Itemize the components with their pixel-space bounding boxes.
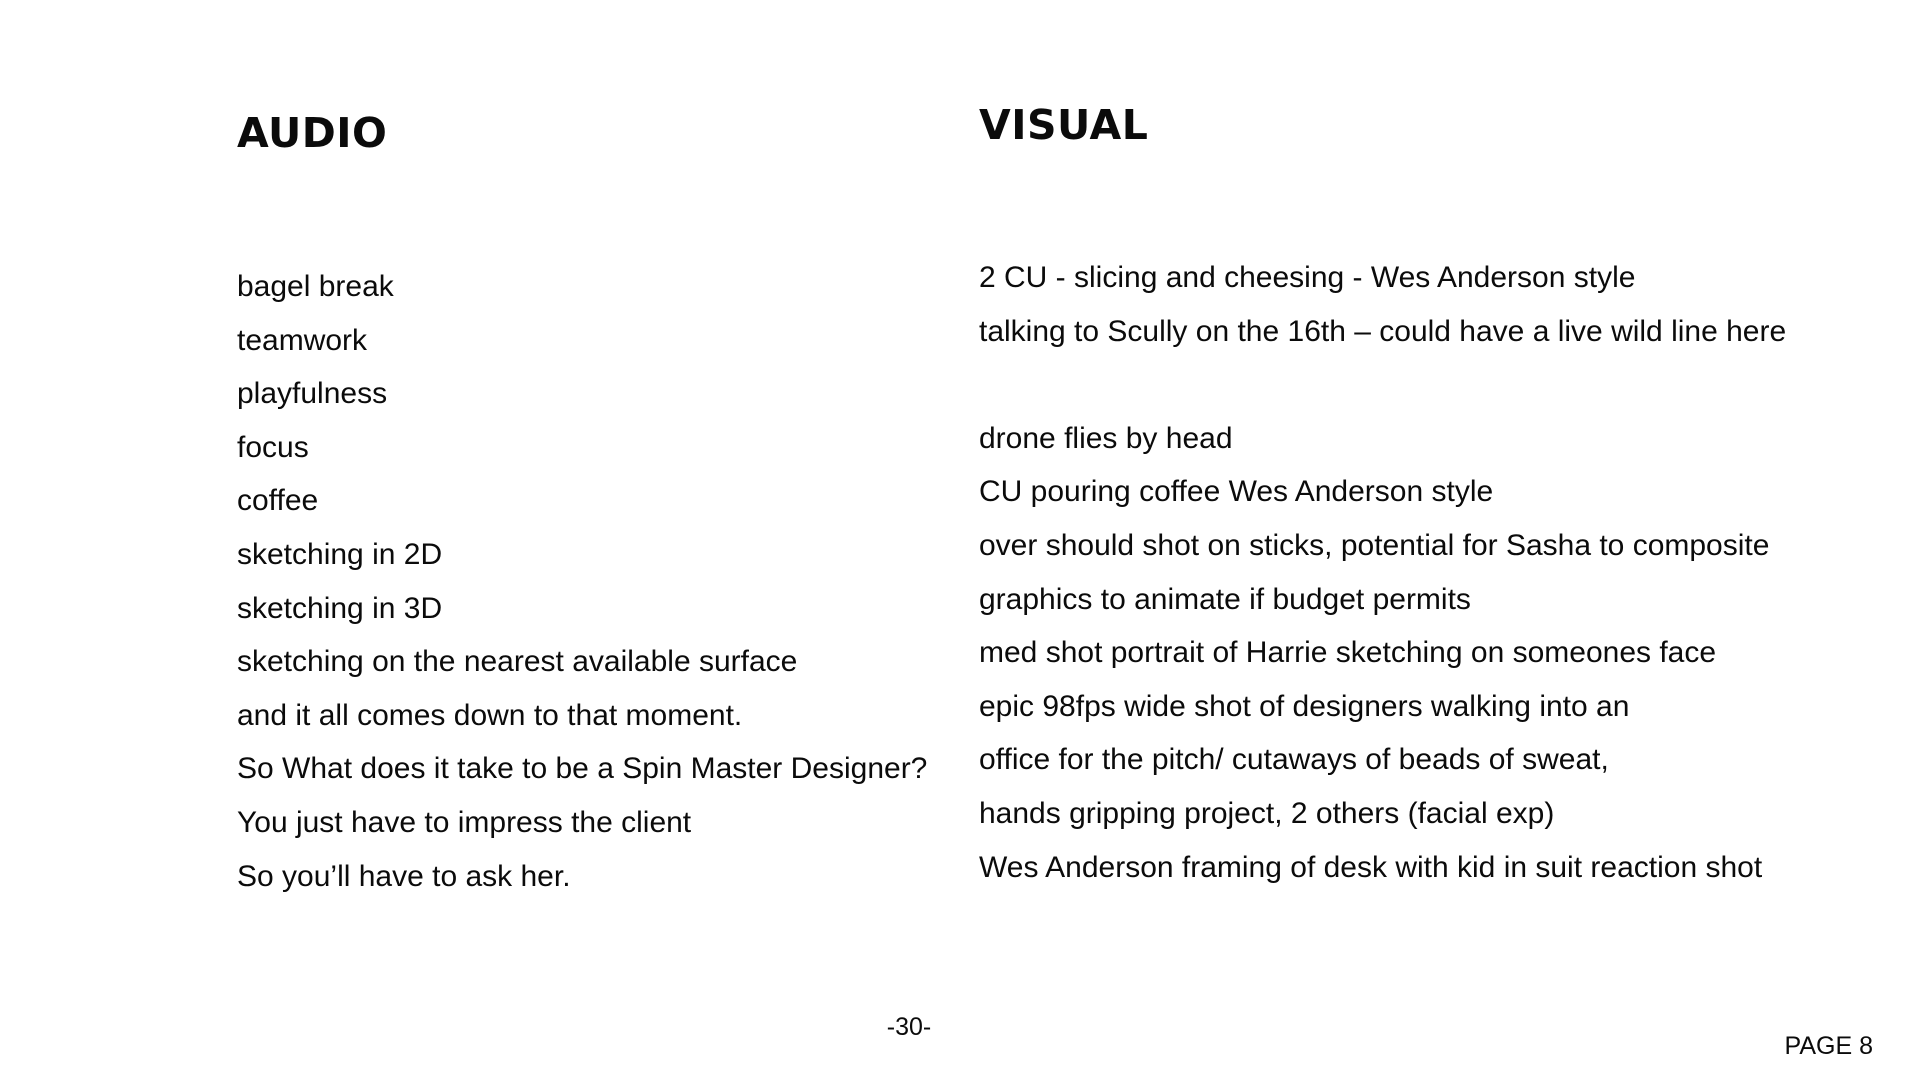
audio-line: You just have to impress the client <box>237 805 692 839</box>
visual-line: hands gripping project, 2 others (facial exp) <box>979 796 1555 830</box>
audio-line: sketching on the nearest available surface <box>237 645 798 679</box>
visual-line: drone flies by head <box>979 421 1233 455</box>
visual-line: talking to Scully on the 16th – could have a live wild line here <box>979 314 1787 348</box>
page-number: -30- <box>886 1013 932 1041</box>
audio-heading: AUDIO <box>237 109 388 157</box>
audio-column <box>237 260 927 903</box>
visual-line-blank <box>979 358 1786 412</box>
visual-line: med shot portrait of Harrie sketching on someones face <box>979 636 1717 670</box>
audio-line: coffee <box>237 484 319 518</box>
audio-line: playfulness <box>237 377 388 411</box>
audio-line: teamwork <box>237 323 368 357</box>
audio-line: and it all comes down to that moment. <box>237 698 743 732</box>
audio-line: sketching in 2D <box>237 537 443 571</box>
audio-line: sketching in 3D <box>237 591 443 625</box>
visual-line: CU pouring coffee Wes Anderson style <box>979 475 1494 509</box>
audio-line: bagel break <box>237 270 394 303</box>
visual-line: epic 98fps wide shot of designers walking into an <box>979 689 1630 723</box>
visual-column <box>979 251 1786 894</box>
audio-line: So you’ll have to ask her. <box>237 859 571 893</box>
visual-line: graphics to animate if budget permits <box>979 582 1471 616</box>
page-label: PAGE 8 <box>1784 1032 1873 1060</box>
audio-line: So What does it take to be a Spin Master Designer? <box>237 752 928 786</box>
visual-heading: VISUAL <box>979 101 1149 149</box>
visual-line: Wes Anderson framing of desk with kid in suit reaction shot <box>979 850 1763 884</box>
audio-line: focus <box>237 430 309 464</box>
visual-line: 2 CU - slicing and cheesing - Wes Anderson style <box>979 261 1636 294</box>
visual-line: over should shot on sticks, potential for Sasha to composite <box>979 528 1770 562</box>
visual-line: office for the pitch/ cutaways of beads of sweat, <box>979 743 1609 777</box>
